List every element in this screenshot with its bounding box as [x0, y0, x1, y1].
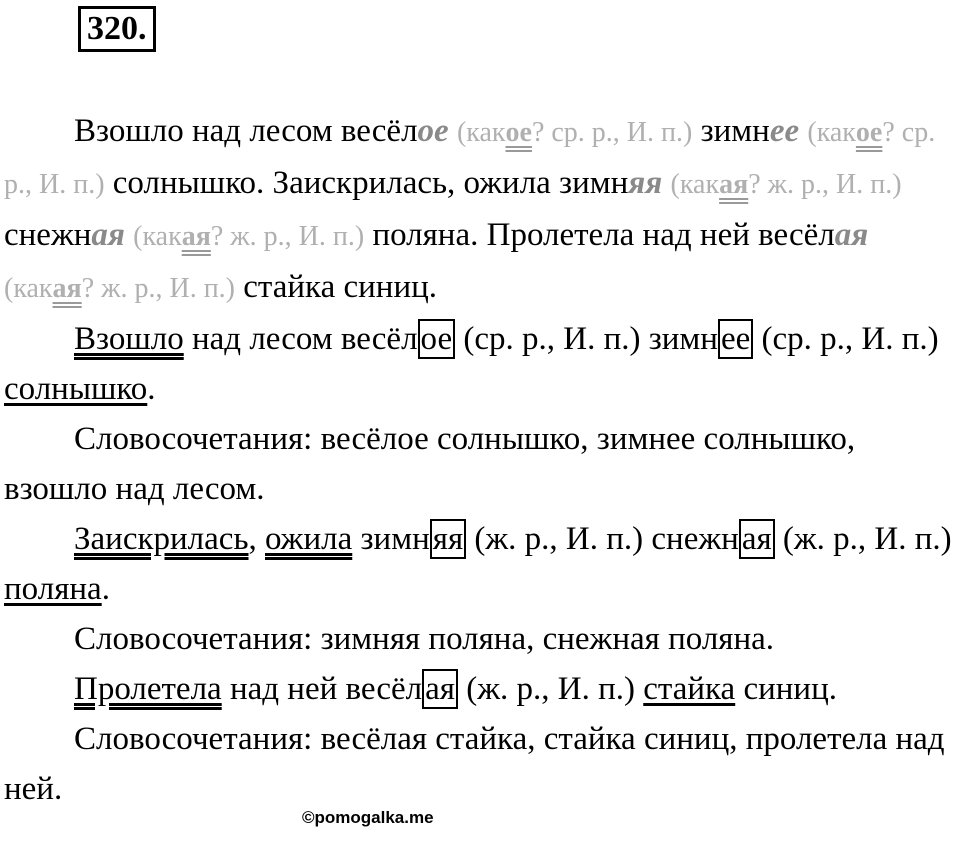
inserted-ending: ое — [417, 113, 449, 149]
ending-box: яя — [430, 519, 466, 559]
question-hint: (какая? ж. р., И. п.) — [4, 273, 236, 304]
page-content — [4, 106, 956, 814]
question-hint: (какое? ср. р., И. п.) — [4, 117, 936, 200]
question-hint: (какая? ж. р., И. п.) — [133, 221, 365, 252]
text-fragment: солнышко. Заискрилась, ожила зимн — [112, 165, 629, 201]
sentence-analysis-1: Взошло над лесом весёлое (ср. р., И. п.) зимнее (ср. р., И. п.) солнышко. — [4, 321, 939, 407]
subject: поляна — [4, 571, 102, 607]
ending-box: ее — [718, 319, 753, 359]
text-fragment: зимн — [700, 113, 770, 149]
inserted-ending: ая — [834, 217, 869, 253]
question-hint: (какая? ж. р., И. п.) — [670, 169, 902, 200]
exercise-number: 320. — [78, 6, 156, 52]
ending-box: ая — [422, 669, 458, 709]
text-fragment: снежн — [4, 217, 92, 253]
watermark: ©pomogalka.me — [302, 808, 434, 827]
text-fragment: стайка синиц. — [243, 269, 438, 305]
subject: стайка — [643, 671, 736, 707]
word-combinations-2: Словосочетания: зимняя поляна, снежная поляна. — [74, 621, 775, 657]
inserted-ending: ая — [91, 217, 125, 253]
predicate: Заискрилась — [74, 521, 249, 557]
sentence-analysis-3: Пролетела над ней весёлая (ж. р., И. п.) стайка синиц. — [74, 671, 838, 707]
word-combinations-1: Словосочетания: весёлое солнышко, зимнее солнышко, взошло над лесом. — [4, 421, 856, 507]
sentence-analysis-2: Заискрилась, ожила зимняя (ж. р., И. п.) снежная (ж. р., И. п.) поляна. — [4, 521, 952, 607]
inserted-ending: яя — [628, 165, 663, 201]
subject: солнышко — [4, 371, 148, 407]
word-combinations-3: Словосочетания: весёлая стайка, стайка синиц, пролетела над ней. — [4, 721, 945, 807]
predicate: Пролетела — [74, 671, 222, 707]
ending-box: ая — [739, 519, 775, 559]
ending-box: ое — [418, 319, 456, 359]
question-hint: (какое? ср. р., И. п.) — [456, 117, 693, 148]
predicate: Взошло — [74, 321, 184, 357]
inserted-ending: ее — [769, 113, 800, 149]
original-text-paragraph — [4, 106, 956, 314]
predicate: ожила — [265, 521, 353, 557]
text-fragment: поляна. Пролетела над ней весёл — [372, 217, 835, 253]
text-fragment: Взошло над лесом весёл — [74, 113, 418, 149]
